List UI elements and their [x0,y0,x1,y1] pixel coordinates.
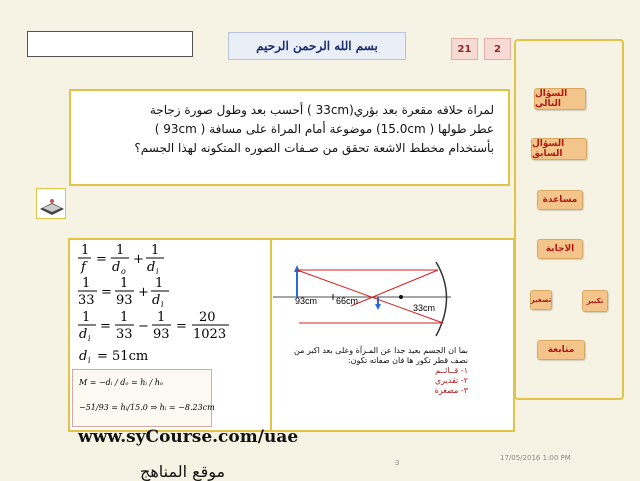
svg-text:d: d [79,327,88,342]
help-button[interactable]: مساعدة [537,190,583,210]
svg-text:33: 33 [116,327,133,342]
question-counter-current: 21 [451,38,478,60]
lens-equations [75,243,265,368]
equation-3 [78,310,229,343]
magnification-result: −51/93 = hᵢ/15.0 ⇒ hᵢ = −8.23cm [79,403,215,412]
svg-text:i: i [88,334,91,343]
image-properties [276,346,468,396]
svg-text:1: 1 [82,310,91,325]
svg-text:i: i [88,356,91,365]
question-line: بأستخدام مخطط الاشعة تحقق من صـفات الصوره المتكونه لهذا الجسم؟ [134,141,494,155]
svg-text:1: 1 [81,243,90,258]
question-counter-total: 2 [484,38,511,60]
svg-text:1: 1 [116,243,125,258]
basmala-banner [228,32,406,60]
svg-text:93: 93 [153,327,170,342]
svg-text:d: d [152,293,161,308]
next-question-button[interactable]: السؤال التالي [534,88,586,110]
svg-text:d: d [112,260,121,275]
svg-text:−: − [138,319,149,334]
svg-text:1: 1 [151,243,160,258]
zoom-in-button[interactable]: تكبير [582,290,608,312]
svg-text:1: 1 [120,310,129,325]
caption-item: ٣- مصغرة [434,386,468,395]
zoom-out-button[interactable]: تصغير [530,290,552,310]
question-line: عطر طولها ( 15.0cm) موضوعة أمام المراة على مسافة ( 93cm ) [154,122,494,136]
website-url: www.syCourse.com/uae [78,427,299,447]
svg-text:f: f [81,260,86,275]
svg-text:33: 33 [78,293,95,308]
svg-text:o: o [121,267,126,276]
basmala-text: بسم الله الرحمن الرحيم [256,39,378,53]
diagram-label: 33cm [413,303,436,313]
svg-text:1: 1 [120,276,129,291]
equation-2 [78,276,169,309]
svg-text:d: d [147,260,156,275]
svg-text:=: = [100,319,111,334]
svg-text:93: 93 [116,293,133,308]
footer-slogan: موقع المناهج [140,462,226,481]
svg-text:=: = [101,285,112,300]
search-input[interactable] [27,31,193,57]
panel-divider [270,240,272,430]
svg-text:1: 1 [157,310,166,325]
slide-number: 3 [395,459,400,467]
svg-text:+: + [133,252,144,267]
svg-text:1023: 1023 [193,327,227,342]
caption-intro: بما ان الجسم بعيد جدا عن المـرآة وعلى بعد اكبر من نصف قطر تكور ها فان صفاته تكون: [294,346,468,365]
question-text [74,101,494,158]
question-box [69,89,510,186]
equation-4 [79,349,148,365]
svg-text:i: i [156,267,159,276]
diagram-label: 66cm [336,296,359,306]
equation-1 [78,243,164,276]
caption-item: ٢- تقديري [434,376,468,385]
question-line: لمراة حلاقه مقعرة بعد بؤري(33cm ) أحسب بعد وطول صورة زجاجة [149,103,494,117]
svg-text:=: = [176,319,187,334]
magnification-formula: M = −dᵢ / dₒ = hᵢ / hₒ [79,378,163,387]
svg-text:i: i [161,300,164,309]
timestamp: 17/05/2016 1:00 PM [500,454,571,462]
svg-text:d: d [79,349,88,364]
answer-button[interactable]: الاجابة [537,239,583,259]
svg-text:= 51cm: = 51cm [97,349,149,364]
diagram-label: 93cm [295,296,318,306]
svg-text:+: + [138,285,149,300]
caption-item: ١- قــائــم [435,366,468,375]
svg-text:1: 1 [155,276,164,291]
follow-button[interactable]: متابعة [537,340,585,360]
magnification-box [72,369,215,427]
ray-diagram [273,250,473,340]
svg-text:1: 1 [82,276,91,291]
previous-question-button[interactable]: السؤال السابق [531,138,587,160]
svg-text:=: = [96,252,107,267]
svg-text:20: 20 [199,310,216,325]
thumbnail-icon[interactable] [36,188,66,219]
